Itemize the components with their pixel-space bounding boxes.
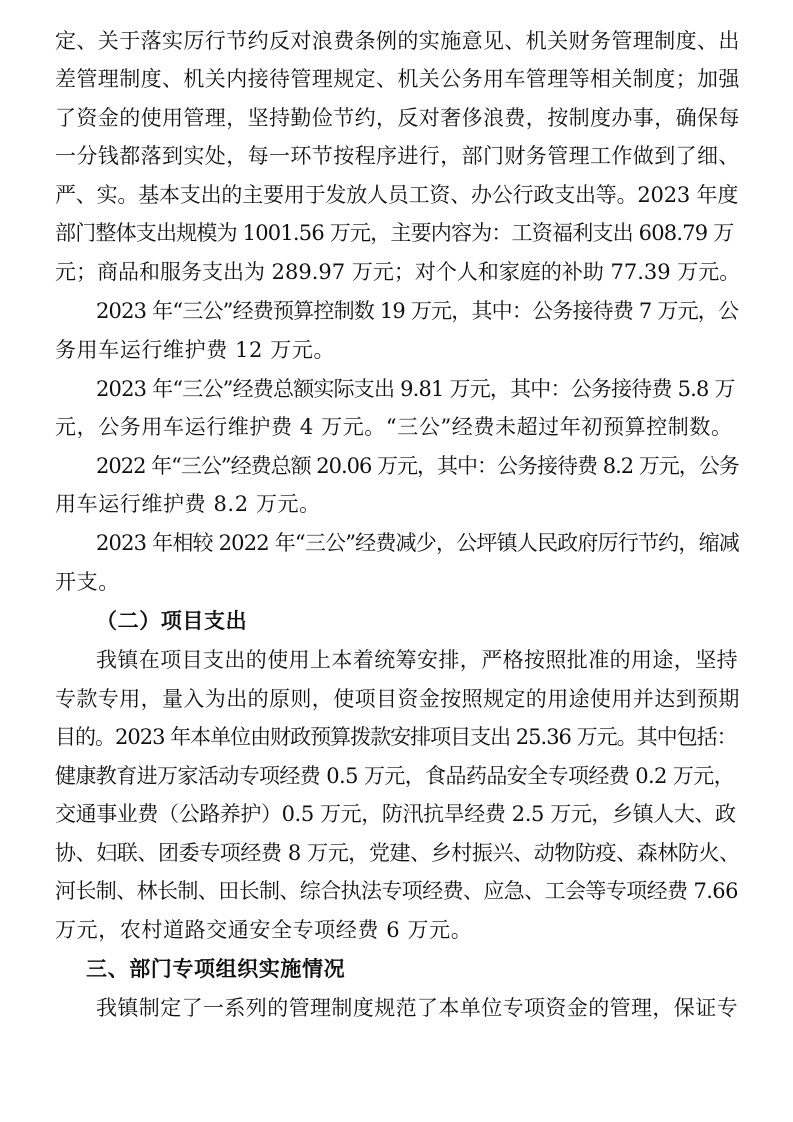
- section-heading: 三、部门专项组织实施情况: [86, 956, 346, 981]
- paragraph-line: 专款专用，量入为出的原则，使项目资金按照规定的用途使用并达到预期: [55, 687, 740, 711]
- paragraph-line: 河长制、林长制、田长制、综合执法专项经费、应急、工会等专项经费 7.66: [55, 879, 738, 903]
- paragraph-line: 2022 年“三公”经费总额 20.06 万元，其中：公务接待费 8.2 万元，公务: [96, 454, 739, 478]
- paragraph-line: 严、实。基本支出的主要用于发放人员工资、办公行政支出等。2023 年度: [55, 183, 739, 207]
- paragraph-line: 万元，农村道路交通安全专项经费 6 万元。: [55, 918, 473, 942]
- paragraph-line: 协、妇联、团委专项经费 8 万元，党建、乡村振兴、动物防疫、森林防火、: [55, 841, 740, 865]
- paragraph-line: 开支。: [55, 570, 120, 594]
- paragraph-line: 部门整体支出规模为 1001.56 万元，主要内容为：工资福利支出 608.79 万: [55, 221, 734, 245]
- paragraph-line: 差管理制度、机关内接待管理规定、机关公务用车管理等相关制度；加强: [55, 67, 740, 91]
- paragraph-line: 一分钱都落到实处，每一环节按程序进行，部门财务管理工作做到了细、: [55, 144, 740, 168]
- paragraph-line: 2023 年相较 2022 年“三公”经费减少，公坪镇人民政府厉行节约，缩减: [96, 531, 739, 555]
- subheading-project-expenditure: （二）项目支出: [96, 608, 248, 633]
- paragraph-line: 2023 年“三公”经费总额实际支出 9.81 万元，其中：公务接待费 5.8 万: [96, 377, 735, 401]
- paragraph-line: 目的。2023 年本单位由财政预算拨款安排项目支出 25.36 万元。其中包括：: [55, 725, 737, 749]
- paragraph-line: 了资金的使用管理，坚持勤俭节约，反对奢侈浪费，按制度办事，确保每: [55, 106, 740, 130]
- paragraph-line: 健康教育进万家活动专项经费 0.5 万元，食品药品安全专项经费 0.2 万元，: [55, 764, 735, 788]
- paragraph-line: 务用车运行维护费 12 万元。: [55, 338, 336, 362]
- paragraph-line: 我镇制定了一系列的管理制度规范了本单位专项资金的管理，保证专: [96, 996, 738, 1020]
- paragraph-line: 元，公务用车运行维护费 4 万元。“三公”经费未超过年初预算控制数。: [55, 415, 733, 439]
- paragraph-line: 用车运行维护费 8.2 万元。: [55, 492, 321, 516]
- paragraph-line: 元；商品和服务支出为 289.97 万元；对个人和家庭的补助 77.39 万元。: [55, 260, 741, 284]
- paragraph-line: 定、关于落实厉行节约反对浪费条例的实施意见、机关财务管理制度、出: [55, 29, 740, 53]
- paragraph-line: 2023 年“三公”经费预算控制数 19 万元，其中：公务接待费 7 万元，公: [96, 299, 739, 323]
- paragraph-line: 交通事业费（公路养护）0.5 万元，防汛抗旱经费 2.5 万元，乡镇人大、政: [55, 802, 736, 826]
- paragraph-line: 我镇在项目支出的使用上本着统筹安排，严格按照批准的用途，坚持: [96, 648, 738, 672]
